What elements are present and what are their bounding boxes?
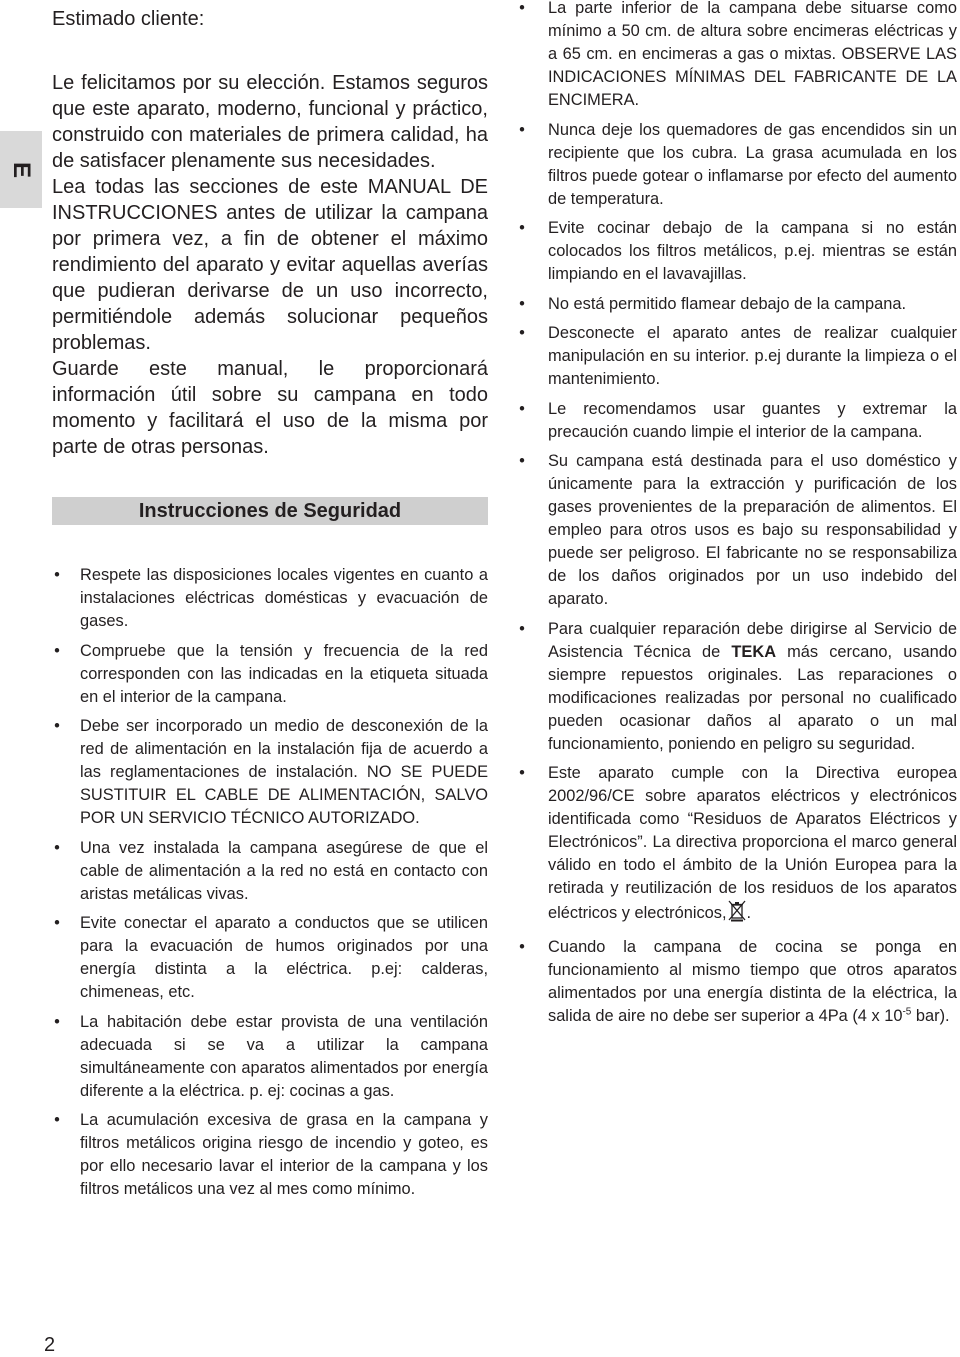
left-column xyxy=(52,6,488,1208)
list-item-text: Debe ser incorporado un medio de desconexión de la red de alimentación en la instalación fija de acuerdo a las reglamentaciones de instalación. NO SE PUEDE SUSTITUIR EL CABLE DE ALIMENTACIÓN, SALVO POR UN SERVICIO TÉCNICO AUTORIZADO. xyxy=(80,717,488,827)
bullet-icon: • xyxy=(54,1111,60,1129)
list-item-text: Respete las disposiciones locales vigentes en cuanto a instalaciones eléctricas domésticas y evacuación de gases. xyxy=(80,566,488,630)
repair-text-before: Para cualquier reparación debe dirigirse al Servicio de Asistencia Técnica de xyxy=(548,619,957,661)
list-item-pressure xyxy=(517,936,957,1028)
section-title: Instrucciones de Seguridad xyxy=(138,499,402,522)
list-item-text: Su campana está destinada para el uso doméstico y únicamente para la extracción y purificación de los gases provenientes de la preparación de alimentos. El empleo para otros usos es bajo su responsabilidad y puede ser peligroso. El fabricante no se responsabiliza de los daños originados por un uso indebido del aparato. xyxy=(548,452,957,608)
list-item xyxy=(52,564,488,633)
list-item xyxy=(52,837,488,906)
weee-text: Este aparato cumple con la Directiva europea 2002/96/CE sobre aparatos eléctricos y electrónicos identificada como “Residuos de Aparatos Eléctricos y Electrónicos”. La directiva proporciona el marco general válido en todo el ámbito de la Unión Europea para la retirada y reutilización de los residuos de los aparatos eléctricos y electrónicos, xyxy=(548,764,957,922)
list-item xyxy=(52,640,488,709)
bullet-icon: • xyxy=(54,1012,60,1031)
bullet-icon: • xyxy=(54,838,60,857)
intro-paragraph-1: Le felicitamos por su elección. Estamos seguros que este aparato, moderno, funcional y práctico, construido con materiales de primera calidad, ha de satisfacer plenamente sus necesidades. xyxy=(52,72,488,172)
list-item-text: Nunca deje los quemadores de gas encendidos sin un recipiente que los cubra. La grasa acumulada en los filtros puede gotear o inflamarse por efecto del aumento de temperatura. xyxy=(548,120,957,208)
list-item-text: Una vez instalada la campana asegúrese de que el cable de alimentación a la red no está en contacto con aristas metálicas vivas. xyxy=(80,838,488,903)
list-item-text: Compruebe que la tensión y frecuencia de la red corresponden con las indicadas en la etiqueta situada en el interior de la campana. xyxy=(80,641,488,706)
bullet-icon: • xyxy=(519,219,525,237)
list-item-text: No está permitido flamear debajo de la campana. xyxy=(548,294,907,313)
pressure-end: bar). xyxy=(911,1006,950,1025)
crossed-bin-icon xyxy=(728,900,746,929)
language-letter: E xyxy=(7,161,35,178)
bullet-icon: • xyxy=(519,324,525,342)
bullet-icon: • xyxy=(54,566,60,584)
list-item-text: Le recomendamos usar guantes y extremar la precaución cuando limpie el interior de la campana. xyxy=(548,399,957,441)
list-item xyxy=(517,398,957,444)
bullet-icon: • xyxy=(519,452,525,470)
bullet-icon: • xyxy=(54,914,60,932)
weee-end: . xyxy=(746,904,752,922)
section-heading xyxy=(52,497,488,525)
list-item-text: Desconecte el aparato antes de realizar cualquier manipulación en su interior. p.ej durante la limpieza o el mantenimiento. xyxy=(548,324,957,388)
list-item xyxy=(517,450,957,611)
list-item xyxy=(517,0,957,112)
list-item-text: La acumulación excesiva de grasa en la campana y filtros metálicos origina riesgo de incendio y goteo, es por ello necesario lavar el interior de la campana y los filtros metálicos una vez al mes como mínimo. xyxy=(80,1111,488,1198)
list-item-text: Evite conectar el aparato a conductos que se utilicen para la evacuación de humos originados por una energía distinta a la eléctrica. p.ej: calderas, chimeneas, etc. xyxy=(80,914,488,1001)
list-item xyxy=(52,715,488,830)
intro-paragraph-2: Lea todas las secciones de este MANUAL DE INSTRUCCIONES antes de utilizar la campana por primera vez, a fin de obtener el máximo rendimiento del aparato y evitar aquellas averías que pudieran derivarse de un uso incorrecto, permitiéndole además solucionar pequeños problemas. xyxy=(52,176,488,354)
list-item xyxy=(52,1109,488,1201)
bullet-icon: • xyxy=(519,764,525,782)
brand-name: TEKA xyxy=(731,642,777,661)
right-column xyxy=(517,0,957,1034)
list-item xyxy=(52,912,488,1004)
list-item xyxy=(517,119,957,211)
pressure-exponent: -5 xyxy=(902,1006,912,1018)
list-item xyxy=(52,1011,488,1103)
bullet-icon: • xyxy=(519,937,525,956)
page-number: 2 xyxy=(44,1334,56,1356)
list-item-text: La parte inferior de la campana debe situarse como mínimo a 50 cm. de altura sobre encimeras eléctricas y a 65 cm. en encimeras a gas o mixtas. OBSERVE LAS INDICACIONES MÍNIMAS DEL FABRICANTE DE LA ENCIMERA. xyxy=(548,0,957,109)
list-item xyxy=(517,293,957,316)
intro-paragraph-3: Guarde este manual, le proporcionará información útil sobre su campana en todo momento y facilitará el uso de la misma por parte de otras personas. xyxy=(52,358,488,458)
bullet-icon: • xyxy=(519,294,525,313)
safety-list-right xyxy=(517,0,957,1028)
list-item xyxy=(517,217,957,286)
bullet-icon: • xyxy=(54,641,60,660)
list-item-text: Evite cocinar debajo de la campana si no están colocados los filtros metálicos, p.ej. mientras se están limpiando en el lavavajillas. xyxy=(548,219,957,283)
repair-text-after: más cercano, usando siempre repuestos originales. Las reparaciones o modificaciones realizadas por personal no cualificado pueden ocasionar daños al aparato o un mal funcionamiento, poniendo en peligro su seguridad. xyxy=(548,642,957,753)
language-tab xyxy=(0,131,42,208)
bullet-icon: • xyxy=(519,399,525,418)
list-item-weee xyxy=(517,762,957,929)
bullet-icon: • xyxy=(519,120,525,139)
bullet-icon: • xyxy=(519,619,525,638)
bullet-icon: • xyxy=(54,717,60,735)
list-item xyxy=(517,322,957,391)
greeting: Estimado cliente: xyxy=(52,8,205,30)
bullet-icon: • xyxy=(519,0,525,17)
list-item-text: La habitación debe estar provista de una ventilación adecuada si se va a utilizar la campana simultáneamente con aparatos alimentados por energía diferente a la eléctrica. p. ej: cocinas a gas. xyxy=(80,1012,488,1100)
safety-list-left xyxy=(52,564,488,1201)
list-item-repair xyxy=(517,618,957,756)
pressure-text: Cuando la campana de cocina se ponga en funcionamiento al mismo tiempo que otros aparatos alimentados por una energía distinta de la eléctrica, la salida de aire no debe ser superior a 4Pa (4 x 10 xyxy=(548,937,957,1025)
